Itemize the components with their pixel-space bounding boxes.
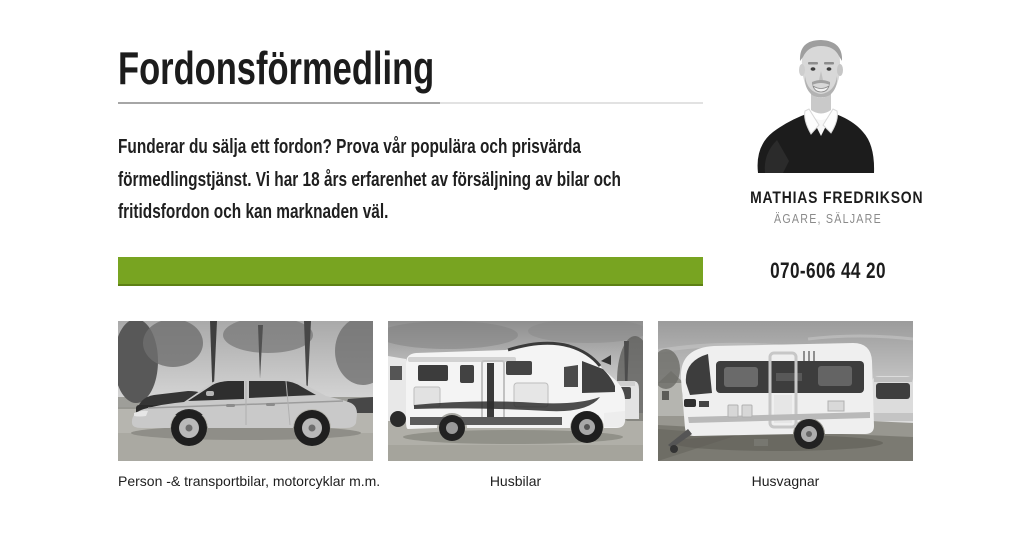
motorhome-photo[interactable]: [388, 321, 643, 461]
caravan-illustration: [658, 321, 913, 461]
title-divider: [118, 102, 703, 104]
page-title: Fordonsförmedling: [118, 42, 435, 94]
green-accent-bar: [118, 257, 703, 286]
contact-name: MATHIAS FREDRIKSON: [750, 188, 924, 207]
portrait-photo: [755, 30, 877, 173]
category-label-cars: Person -& transportbilar, motorcyklar m.m.: [118, 473, 381, 489]
category-card-caravans: [658, 321, 913, 489]
contact-role: ÄGARE, SÄLJARE: [774, 211, 882, 226]
intro-text: Funderar du sälja ett fordon? Prova vår populära och prisvärda förmedlingstjänst. Vi har 18 års erfarenhet av försäljning av bilar och fritidsfordon och kan marknaden väl.: [118, 136, 621, 224]
category-label-motorhomes: Husbilar: [489, 473, 542, 489]
motorhome-illustration: [388, 321, 643, 461]
category-card-cars: [118, 321, 381, 489]
contact-phone: 070-606 44 20: [770, 258, 886, 283]
caravan-photo[interactable]: [658, 321, 913, 461]
category-label-caravans: Husvagnar: [751, 473, 820, 489]
portrait-illustration: [755, 30, 877, 173]
category-card-motorhomes: [388, 321, 643, 489]
estate-car-photo[interactable]: [118, 321, 373, 461]
estate-car-illustration: [118, 321, 373, 461]
title-divider-accent: [118, 102, 440, 104]
contact-card: [733, 0, 923, 300]
